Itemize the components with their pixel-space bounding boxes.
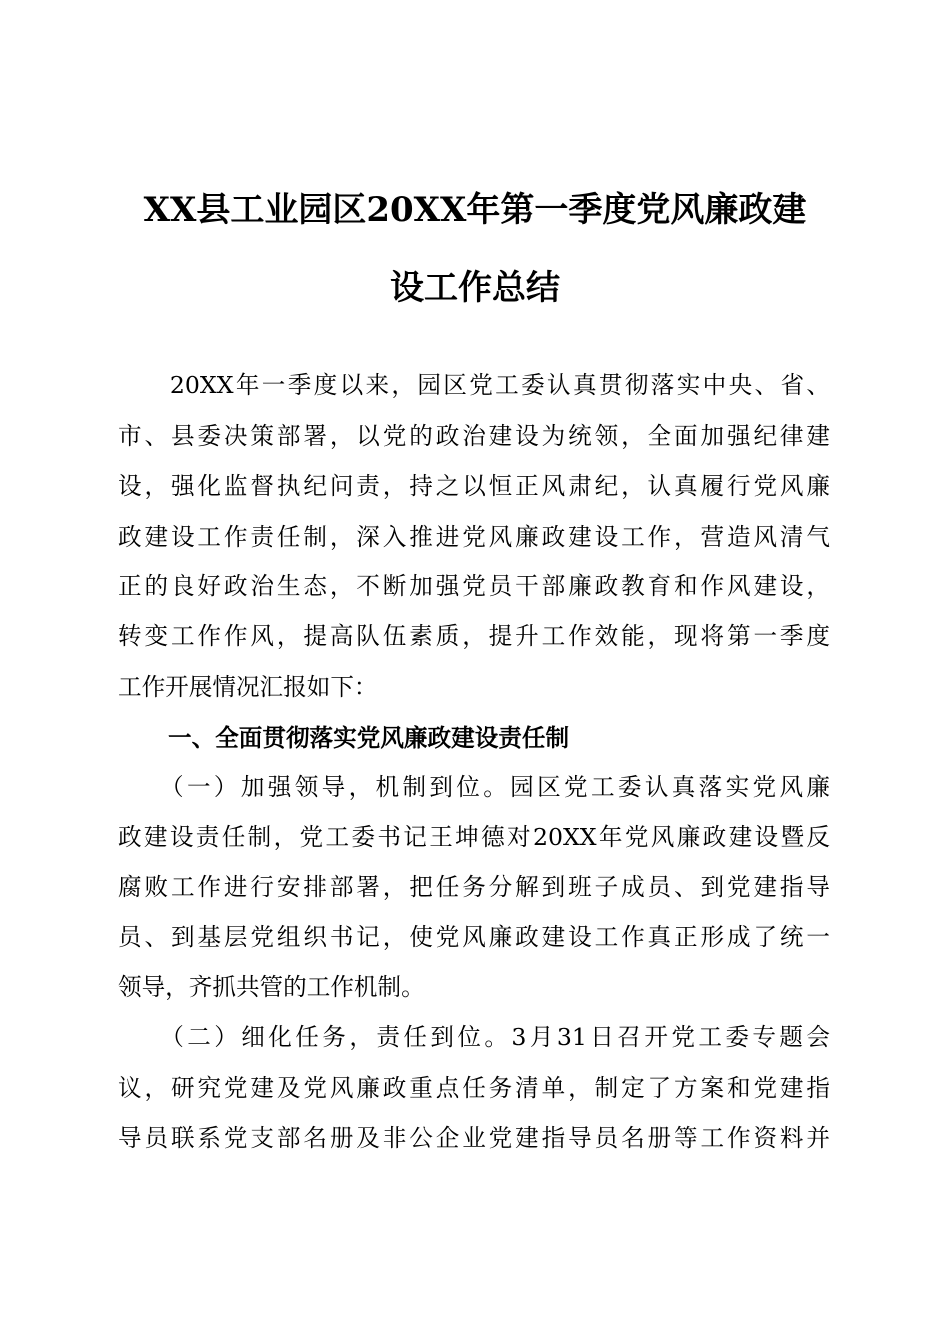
text-line: 腐败工作进行安排部署，把任务分解到班子成员、到党建指导 [118, 873, 830, 901]
text-line: 市、县委决策部署，以党的政治建设为统领，全面加强纪律建 [118, 422, 830, 450]
text-line: 设，强化监督执纪问责，持之以恒正风肃纪，认真履行党风廉 [118, 472, 830, 500]
text-line: 议，研究党建及党风廉政重点任务清单，制定了方案和党建指 [118, 1074, 830, 1102]
text-line: （二）细化任务，责任到位。3月31日召开党工委专题会 [118, 1023, 830, 1051]
document-title-line-2: 设工作总结 [390, 268, 560, 308]
text-line: 正的良好政治生态，不断加强党员干部廉政教育和作风建设， [118, 572, 830, 600]
text-line: 转变工作作风，提高队伍素质，提升工作效能，现将第一季度 [118, 622, 830, 650]
text-line: 20XX年一季度以来，园区党工委认真贯彻落实中央、省、 [118, 371, 830, 399]
text-line: （一）加强领导，机制到位。园区党工委认真落实党风廉 [118, 773, 830, 801]
text-line: 工作开展情况汇报如下： [118, 673, 378, 701]
document-title-line-1: XX县工业园区20XX年第一季度党风廉政建 [143, 190, 807, 230]
text-line: 员、到基层党组织书记，使党风廉政建设工作真正形成了统一 [118, 923, 830, 951]
section-heading: 一、全面贯彻落实党风廉政建设责任制 [168, 724, 570, 752]
text-line: 政建设责任制，党工委书记王坤德对20XX年党风廉政建设暨反 [118, 823, 830, 851]
text-line: 导员联系党支部名册及非公企业党建指导员名册等工作资料并 [118, 1124, 830, 1152]
text-line: 政建设工作责任制，深入推进党风廉政建设工作，营造风清气 [118, 523, 830, 551]
text-line: 领导，齐抓共管的工作机制。 [118, 973, 425, 1001]
